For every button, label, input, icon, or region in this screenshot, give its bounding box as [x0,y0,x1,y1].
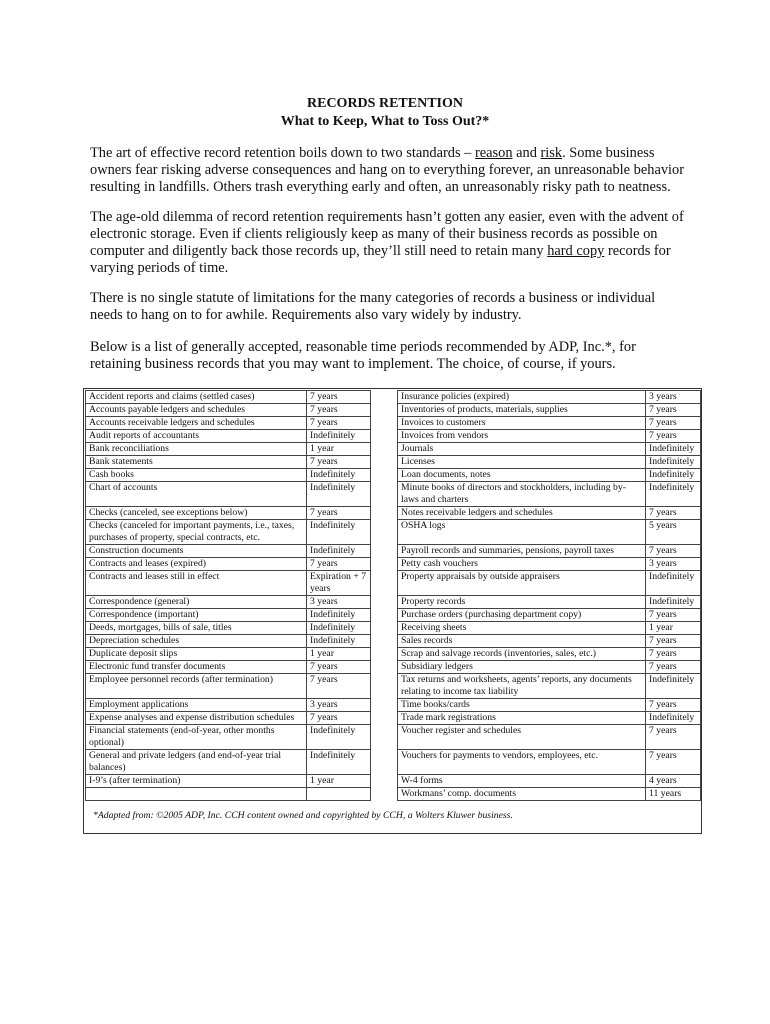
record-type-cell: I-9’s (after termination) [86,775,307,788]
record-type-cell: Tax returns and worksheets, agents’ reports, any documents relating to income tax liability [398,674,646,699]
record-type-cell: W-4 forms [398,775,646,788]
table-row [86,712,701,725]
table-row [86,391,701,404]
table-row [86,469,701,482]
retention-period-cell: Expiration + 7 years [307,571,371,596]
table-row [86,456,701,469]
record-type-cell: Trade mark registrations [398,712,646,725]
retention-period-cell: Indefinitely [307,469,371,482]
column-gap [371,443,398,456]
record-type-cell: OSHA logs [398,520,646,545]
p2-text-after: records for varying periods of time. [90,243,671,276]
table-row [86,661,701,674]
column-gap [371,456,398,469]
retention-period-cell: 7 years [307,661,371,674]
title-line: RECORDS RETENTION [307,96,463,111]
retention-period-cell: Indefinitely [307,430,371,443]
retention-period-cell: Indefinitely [307,520,371,545]
column-gap [371,775,398,788]
retention-period-cell: 1 year [646,622,701,635]
source-footnote: *Adapted from: ©2005 ADP, Inc. CCH content owned and copyrighted by CCH, a Wolters Kluwer business. [93,810,513,821]
retention-period-cell: Indefinitely [646,674,701,699]
record-type-cell: Notes receivable ledgers and schedules [398,507,646,520]
intro-paragraph-1 [90,145,690,196]
retention-period-cell: Indefinitely [646,469,701,482]
retention-period-cell: 7 years [307,507,371,520]
table-row [86,417,701,430]
table-row [86,558,701,571]
retention-period-cell: 7 years [307,404,371,417]
record-type-cell: Correspondence (important) [86,609,307,622]
table-row [86,622,701,635]
record-type-cell: Employee personnel records (after termination) [86,674,307,699]
retention-period-cell: 11 years [646,788,701,801]
table-row [86,609,701,622]
record-type-cell: Voucher register and schedules [398,725,646,750]
column-gap [371,661,398,674]
retention-period-cell: 1 year [307,443,371,456]
retention-period-cell: 7 years [307,712,371,725]
record-type-cell: Subsidiary ledgers [398,661,646,674]
retention-period-cell: 7 years [307,558,371,571]
intro-paragraph-3: There is no single statute of limitations for the many categories of records a business or individual needs to hang on to for awhile. Requirements also vary widely by industry. [90,290,656,323]
retention-table-body [86,391,701,801]
retention-period-cell: 1 year [307,775,371,788]
record-type-cell: Checks (canceled for important payments, i.e., taxes, purchases of property, special contracts, etc. [86,520,307,545]
column-gap [371,712,398,725]
table-row [86,443,701,456]
record-type-cell: Receiving sheets [398,622,646,635]
record-type-cell: Audit reports of accountants [86,430,307,443]
table-row [86,571,701,596]
retention-table [85,390,701,801]
retention-period-cell: 5 years [646,520,701,545]
retention-period-cell: Indefinitely [646,482,701,507]
retention-period-cell: 7 years [646,417,701,430]
retention-period-cell: Indefinitely [307,750,371,775]
column-gap [371,788,398,801]
retention-period-cell: 7 years [646,725,701,750]
column-gap [371,674,398,699]
retention-period-cell: 7 years [307,674,371,699]
table-row [86,545,701,558]
column-gap [371,609,398,622]
retention-period-cell: 3 years [307,596,371,609]
record-type-cell: Expense analyses and expense distribution schedules [86,712,307,725]
record-type-cell: Accounts receivable ledgers and schedules [86,417,307,430]
retention-period-cell [307,788,371,801]
record-type-cell: Property appraisals by outside appraisers [398,571,646,596]
table-row [86,699,701,712]
record-type-cell: Property records [398,596,646,609]
record-type-cell: Deeds, mortgages, bills of sale, titles [86,622,307,635]
retention-period-cell: 7 years [646,609,701,622]
record-type-cell [86,788,307,801]
retention-period-cell: 7 years [307,456,371,469]
record-type-cell: Time books/cards [398,699,646,712]
record-type-cell: Vouchers for payments to vendors, employees, etc. [398,750,646,775]
record-type-cell: Employment applications [86,699,307,712]
column-gap [371,482,398,507]
record-type-cell: Depreciation schedules [86,635,307,648]
record-type-cell: Purchase orders (purchasing department copy) [398,609,646,622]
record-type-cell: Duplicate deposit slips [86,648,307,661]
retention-period-cell: Indefinitely [307,635,371,648]
retention-period-cell: Indefinitely [646,712,701,725]
retention-period-cell: Indefinitely [307,725,371,750]
table-row [86,507,701,520]
intro-paragraph-4: Below is a list of generally accepted, reasonable time periods recommended by ADP, Inc.*, for retaining business records that you may want to implement. The choice, of course, if yours. [90,339,636,372]
record-type-cell: Petty cash vouchers [398,558,646,571]
column-gap [371,520,398,545]
retention-period-cell: Indefinitely [307,609,371,622]
retention-period-cell: 7 years [646,404,701,417]
record-type-cell: Contracts and leases still in effect [86,571,307,596]
table-row [86,788,701,801]
retention-period-cell: 7 years [646,699,701,712]
retention-period-cell: 7 years [646,648,701,661]
column-gap [371,699,398,712]
intro-paragraph-2 [90,209,690,277]
record-type-cell: Cash books [86,469,307,482]
column-gap [371,648,398,661]
table-row [86,635,701,648]
table-row [86,404,701,417]
retention-period-cell: 7 years [307,391,371,404]
risk-term: risk [540,145,563,161]
column-gap [371,635,398,648]
table-row [86,482,701,507]
retention-period-cell: 7 years [307,417,371,430]
record-type-cell: Construction documents [86,545,307,558]
column-gap [371,558,398,571]
table-row [86,430,701,443]
table-row [86,674,701,699]
record-type-cell: Workmans’ comp. documents [398,788,646,801]
table-row [86,725,701,750]
record-type-cell: Accounts payable ledgers and schedules [86,404,307,417]
record-type-cell: Contracts and leases (expired) [86,558,307,571]
record-type-cell: General and private ledgers (and end-of-year trial balances) [86,750,307,775]
record-type-cell: Sales records [398,635,646,648]
record-type-cell: Inventories of products, materials, supplies [398,404,646,417]
table-row [86,750,701,775]
hard-copy-term: hard copy [547,243,605,259]
retention-period-cell: 7 years [646,661,701,674]
subtitle-line: What to Keep, What to Toss Out?* [280,114,490,129]
column-gap [371,725,398,750]
record-type-cell: Insurance policies (expired) [398,391,646,404]
record-type-cell: Chart of accounts [86,482,307,507]
record-type-cell: Minute books of directors and stockholders, including by-laws and charters [398,482,646,507]
table-row [86,648,701,661]
record-type-cell: Bank reconciliations [86,443,307,456]
column-gap [371,545,398,558]
column-gap [371,596,398,609]
retention-period-cell: Indefinitely [646,596,701,609]
column-gap [371,430,398,443]
record-type-cell: Checks (canceled, see exceptions below) [86,507,307,520]
p2-text-before: The age-old dilemma of record retention requirements hasn’t gotten any easier, even with the advent of electronic storage. Even if clients religiously keep as many of their business records as possible on computer and diligently back those records up, they’ll still need to retain many [90,209,684,259]
retention-period-cell: 4 years [646,775,701,788]
retention-period-cell: 7 years [646,507,701,520]
record-type-cell: Loan documents, notes [398,469,646,482]
record-type-cell: Financial statements (end-of-year, other months optional) [86,725,307,750]
column-gap [371,571,398,596]
retention-period-cell: 7 years [646,430,701,443]
record-type-cell: Invoices from vendors [398,430,646,443]
table-row [86,520,701,545]
retention-period-cell: Indefinitely [307,545,371,558]
record-type-cell: Correspondence (general) [86,596,307,609]
column-gap [371,417,398,430]
retention-period-cell: 3 years [646,391,701,404]
retention-period-cell: Indefinitely [307,622,371,635]
retention-period-cell: 7 years [646,545,701,558]
column-gap [371,750,398,775]
p1-text-before: The art of effective record retention boils down to two standards – [90,145,475,161]
document-title [0,95,770,131]
p1-text-after: . Some business owners fear risking adverse consequences and hang on to everything forever, an unreasonable behavior resulting in landfills. Others trash everything early and often, an unreasonably risky path to neatness. [90,145,685,195]
column-gap [371,507,398,520]
column-gap [371,391,398,404]
reason-term: reason [474,145,513,161]
retention-period-cell: Indefinitely [646,456,701,469]
record-type-cell: Electronic fund transfer documents [86,661,307,674]
retention-period-cell: 7 years [646,635,701,648]
retention-period-cell: 7 years [646,750,701,775]
retention-period-cell: Indefinitely [646,443,701,456]
p1-text-mid: and [512,145,541,161]
record-type-cell: Bank statements [86,456,307,469]
record-type-cell: Scrap and salvage records (inventories, sales, etc.) [398,648,646,661]
column-gap [371,469,398,482]
retention-period-cell: 3 years [307,699,371,712]
retention-period-cell: Indefinitely [646,571,701,596]
record-type-cell: Invoices to customers [398,417,646,430]
record-type-cell: Payroll records and summaries, pensions, payroll taxes [398,545,646,558]
record-type-cell: Journals [398,443,646,456]
table-row [86,596,701,609]
retention-period-cell: 3 years [646,558,701,571]
retention-period-cell: 1 year [307,648,371,661]
record-type-cell: Licenses [398,456,646,469]
column-gap [371,622,398,635]
retention-period-cell: Indefinitely [307,482,371,507]
table-row [86,775,701,788]
record-type-cell: Accident reports and claims (settled cases) [86,391,307,404]
column-gap [371,404,398,417]
